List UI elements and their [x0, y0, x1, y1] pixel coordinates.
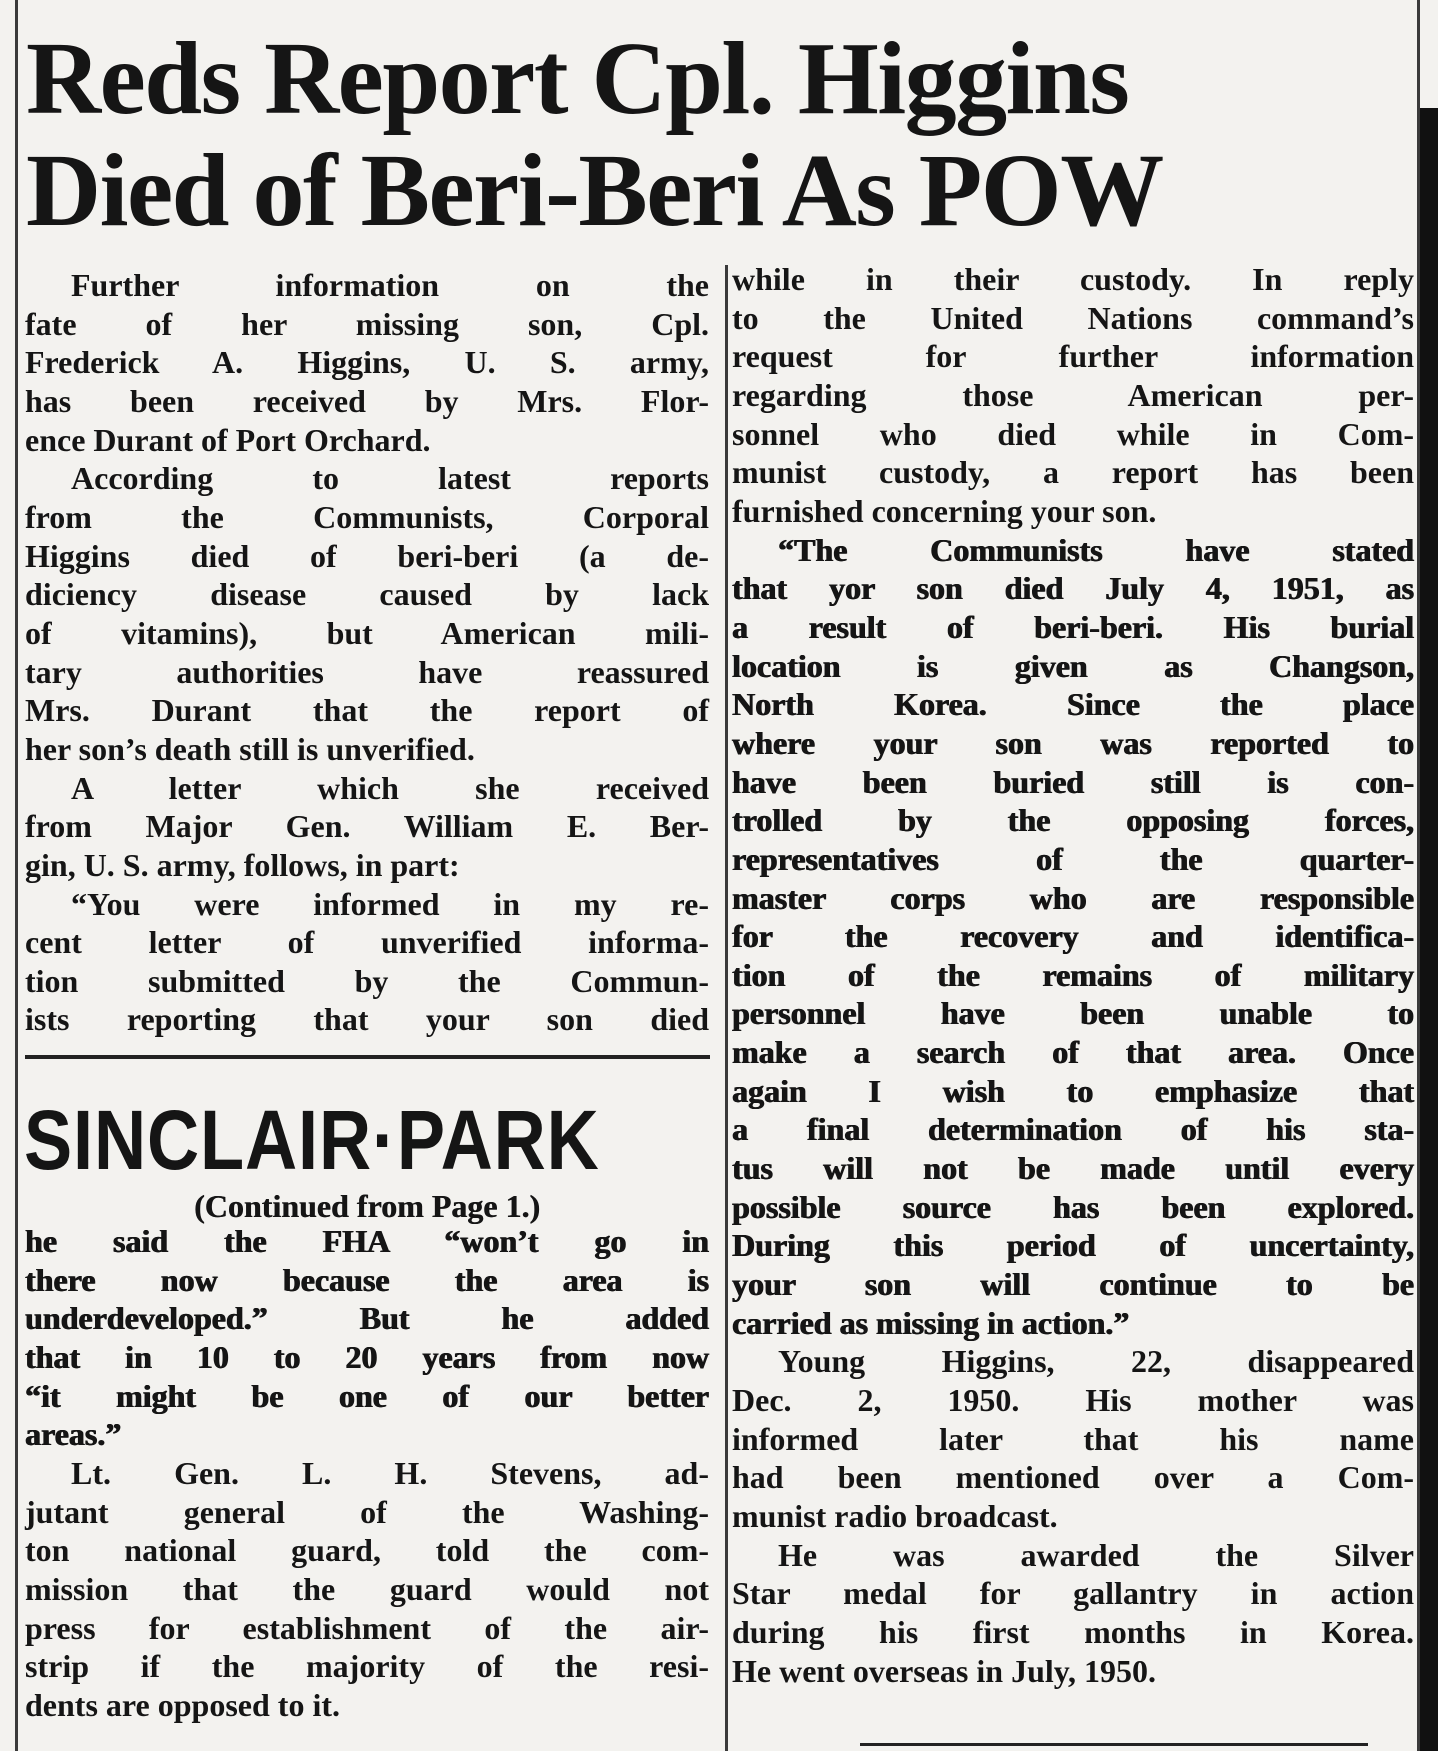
paragraph: [732, 1342, 1414, 1535]
text-line: a result of beri-beri. His burial: [732, 608, 1414, 645]
text-line: sonnel who died while in Com-: [732, 415, 1414, 452]
text-line: fate of her missing son, Cpl.: [25, 305, 709, 342]
text-line: possible source has been explored.: [732, 1188, 1414, 1225]
text-line: has been received by Mrs. Flor-: [25, 382, 709, 419]
article-end-rule: [860, 1743, 1368, 1746]
text-line: tion of the remains of military: [732, 956, 1414, 993]
article-right-column: [732, 260, 1414, 1690]
text-line: for the recovery and identifica-: [732, 918, 1414, 955]
text-line: North Korea. Since the place: [732, 686, 1414, 723]
text-line: strip if the majority of the resi-: [25, 1648, 709, 1685]
text-line: regarding those American per-: [732, 376, 1414, 413]
text-line: munist custody, a report has been: [732, 454, 1414, 491]
text-line: press for establishment of the air-: [25, 1609, 709, 1646]
adjacent-column-bar: [1420, 108, 1438, 1751]
text-line: Star medal for gallantry in action: [732, 1575, 1414, 1612]
section-divider: [25, 1055, 710, 1059]
paragraph: [25, 885, 709, 1040]
text-line: from Major Gen. William E. Ber-: [25, 808, 709, 845]
text-line: informed later that his name: [732, 1420, 1414, 1457]
text-line: from the Communists, Corporal: [25, 498, 709, 535]
text-line: that yor son died July 4, 1951, as: [732, 570, 1414, 607]
text-line: dents are opposed to it.: [25, 1686, 340, 1723]
text-line: Young Higgins, 22, disappeared: [778, 1343, 1414, 1380]
text-line: while in their custody. In reply: [732, 261, 1414, 297]
text-line: master corps who are responsible: [732, 879, 1414, 916]
text-line: he said the FHA “won’t go in: [25, 1223, 709, 1259]
text-line: Dec. 2, 1950. His mother was: [732, 1382, 1414, 1419]
text-line: A letter which she received: [71, 769, 709, 806]
text-line: furnished concerning your son.: [732, 492, 1157, 529]
paragraph: [732, 260, 1414, 531]
text-line: during his first months in Korea.: [732, 1613, 1414, 1650]
text-line: tion submitted by the Commun-: [25, 962, 709, 999]
text-line: personnel have been unable to: [732, 995, 1414, 1032]
text-line: jutant general of the Washing-: [25, 1493, 709, 1530]
text-line: make a search of that area. Once: [732, 1034, 1414, 1071]
paragraph: [25, 1222, 709, 1454]
text-line: diciency disease caused by lack: [25, 576, 709, 613]
text-line: to the United Nations command’s: [732, 299, 1414, 336]
text-line: Frederick A. Higgins, U. S. army,: [25, 344, 709, 381]
text-line: location is given as Changson,: [732, 647, 1414, 684]
text-line: Mrs. Durant that the report of: [25, 692, 709, 729]
sinclair-park-heading: SINCLAIR·PARK: [24, 1093, 600, 1187]
text-line: Further information on the: [71, 267, 709, 303]
text-line: He was awarded the Silver: [778, 1536, 1414, 1573]
text-line: underdeveloped.” But he added: [25, 1300, 709, 1337]
paragraph: [732, 531, 1414, 1343]
text-line: again I wish to emphasize that: [732, 1072, 1414, 1109]
text-line: ton national guard, told the com-: [25, 1532, 709, 1569]
text-line: “it might be one of our better: [25, 1377, 709, 1414]
text-line: ists reporting that your son died: [25, 1001, 709, 1038]
left-column-rule: [15, 0, 18, 1751]
text-line: tus will not be made until every: [732, 1150, 1414, 1187]
text-line: there now because the area is: [25, 1261, 709, 1298]
text-line: munist radio broadcast.: [732, 1498, 1058, 1534]
text-line: “The Communists have stated: [778, 531, 1414, 568]
text-line: where your son was reported to: [732, 724, 1414, 761]
text-line: Higgins died of beri-beri (a de-: [25, 537, 709, 574]
text-line: mission that the guard would not: [25, 1570, 709, 1607]
text-line: of vitamins), but American mili-: [25, 614, 709, 651]
text-line: request for further information: [732, 338, 1414, 375]
text-line: carried as missing in action.”: [732, 1304, 1130, 1341]
sinclair-park-column: [25, 1222, 709, 1725]
text-line: trolled by the opposing forces,: [732, 802, 1414, 839]
paragraph: [25, 266, 709, 459]
text-line: ence Durant of Port Orchard.: [25, 421, 431, 458]
headline-line-2: Died of Beri-Beri As POW: [26, 133, 1163, 248]
text-line: a final determination of his sta-: [732, 1111, 1414, 1148]
text-line: He went overseas in July, 1950.: [732, 1652, 1156, 1689]
paragraph: [25, 769, 709, 885]
text-line: tary authorities have reassured: [25, 653, 709, 690]
paragraph: [25, 1454, 709, 1725]
text-line: representatives of the quarter-: [732, 840, 1414, 877]
text-line: According to latest reports: [71, 460, 709, 497]
text-line: have been buried still is con-: [732, 763, 1414, 800]
text-line: “You were informed in my re-: [71, 885, 709, 922]
headline-line-1: Reds Report Cpl. Higgins: [26, 21, 1129, 136]
text-line: During this period of uncertainty,: [732, 1227, 1414, 1264]
article-left-column: [25, 266, 709, 1039]
text-line: gin, U. S. army, follows, in part:: [25, 846, 460, 883]
text-line: areas.”: [25, 1416, 122, 1453]
text-line: that in 10 to 20 years from now: [25, 1338, 709, 1375]
paragraph: [732, 1536, 1414, 1691]
text-line: had been mentioned over a Com-: [732, 1459, 1414, 1496]
text-line: Lt. Gen. L. H. Stevens, ad-: [71, 1454, 709, 1491]
continued-note: (Continued from Page 1.): [193, 1188, 541, 1224]
paragraph: [25, 459, 709, 768]
text-line: her son’s death still is unverified.: [25, 730, 475, 767]
text-line: cent letter of unverified informa-: [25, 924, 709, 961]
center-column-rule: [725, 265, 728, 1751]
text-line: your son will continue to be: [732, 1266, 1414, 1303]
